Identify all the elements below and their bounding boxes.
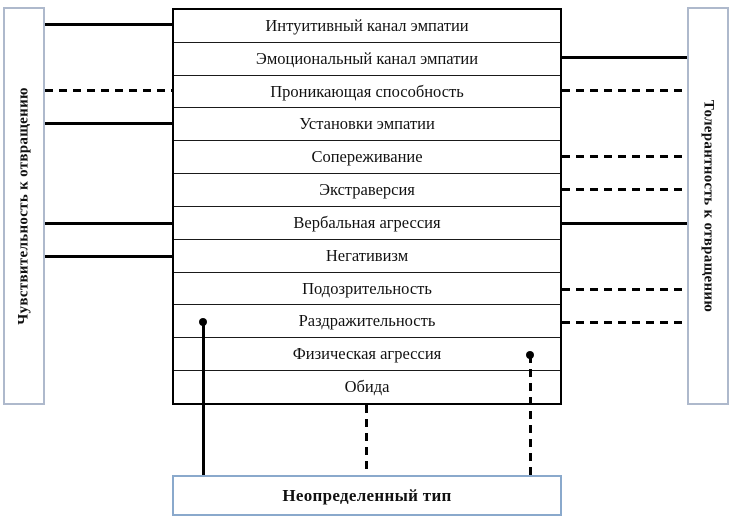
table-row: Эмоциональный канал эмпатии [174,42,560,75]
bottom-connector-1 [202,322,205,475]
table-row: Раздражительность [174,304,560,337]
undefined-type-box [172,475,562,516]
right-connector-row2 [562,56,687,59]
right-connector-row7 [562,222,687,225]
table-row: Физическая агрессия [174,337,560,370]
left-connector-row7 [45,222,172,225]
table-row: Проникающая способность [174,75,560,108]
table-row: Интуитивный канал эмпатии [265,15,469,35]
bottom-connector-2 [365,405,368,475]
table-row: Экстраверсия [174,173,560,206]
right-connector-row5 [562,155,687,158]
left-scale-box [3,7,45,405]
right-connector-row3 [562,89,687,92]
right-scale-label: Толерантность к отвращению [700,99,717,313]
table-row: Обида [174,370,560,403]
right-connector-row10 [562,321,687,324]
table-row: Вербальная агрессия [174,206,560,239]
bottom-connector-3 [529,355,532,475]
left-connector-row4 [45,122,172,125]
left-connector-row8 [45,255,172,258]
left-connector-row1 [45,23,172,26]
table-row: Негативизм [174,239,560,272]
left-connector-row3 [45,89,172,92]
right-connector-row9 [562,288,687,291]
undefined-type-label: Неопределенный тип [282,485,452,505]
table-row: Подозрительность [174,272,560,305]
right-scale-box [687,7,729,405]
traits-table [172,8,562,405]
right-connector-row6 [562,188,687,191]
table-row: Установки эмпатии [174,107,560,140]
left-scale-label: Чувствительность к отвращению [15,87,32,325]
table-row: Сопереживание [174,140,560,173]
